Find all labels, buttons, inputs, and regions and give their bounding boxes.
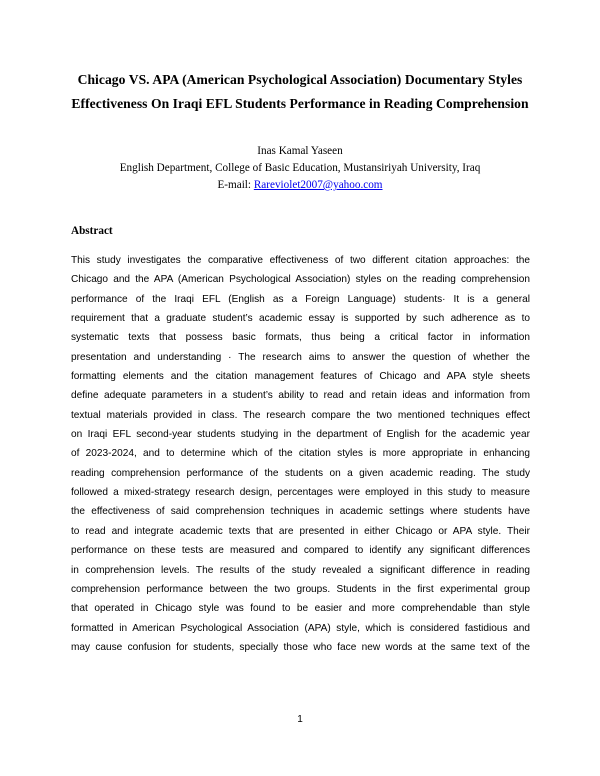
author-name: Inas Kamal Yaseen — [257, 145, 343, 157]
abstract-line: performance on these tests are measured and compared to identify any significant differences — [71, 545, 530, 557]
abstract-line: to read and integrate academic texts that are presented in either Chicago or APA style. Their — [71, 525, 530, 537]
abstract-line: This study investigates the comparative effectiveness of two different citation approaches: the — [71, 255, 530, 266]
page-number: 1 — [297, 714, 303, 725]
abstract-line: the effectiveness of said comprehension techniques in academic settings where students have — [71, 506, 530, 518]
email-label: E-mail: — [217, 179, 254, 191]
abstract-line: requirement that a graduate student’s academic essay is supported by such adherence as to — [71, 313, 530, 325]
title-line-1: Chicago VS. APA (American Psychological Association) Documentary Styles — [77, 72, 523, 87]
author-block — [40, 143, 560, 194]
abstract-body — [71, 251, 530, 657]
abstract-line: of 2023-2024, and to determine which of the citation styles is more appropriate in enhancing — [71, 448, 530, 460]
abstract-line: performance of the Iraqi EFL (English as a Foreign Language) students· It is a general — [71, 293, 530, 305]
abstract-line: in comprehension levels. The results of the study revealed a significant difference in reading — [71, 564, 530, 576]
title-line-2: Effectiveness On Iraqi EFL Students Performance in Reading Comprehension — [71, 96, 529, 111]
abstract-line: formatted in American Psychological Association (APA) style, which is considered fastidious and — [71, 622, 530, 634]
abstract-line: systematic texts that possess basic formats, thus being a critical factor in information — [71, 332, 530, 344]
abstract-heading: Abstract — [71, 225, 113, 237]
email-link[interactable]: Rareviolet2007@yahoo.com — [253, 179, 383, 191]
abstract-line: followed a mixed-strategy research design, percentages were employed in this study to measure — [71, 487, 530, 499]
abstract-line: reading comprehension performance of the students on a given academic reading. The study — [71, 467, 530, 479]
abstract-line: Chicago and the APA (American Psychological Association) styles on the reading comprehension — [71, 274, 530, 286]
author-email-row — [40, 177, 560, 194]
abstract-line: formatting elements and the citation management features of Chicago and APA style sheets — [71, 371, 530, 383]
paper-title — [40, 68, 560, 116]
abstract-line: may cause confusion for students, specially those who face new words at the same text of the — [71, 641, 530, 653]
abstract-line: on Iraqi EFL second-year students studying in the department of English for the academic year — [71, 429, 530, 441]
author-affiliation: English Department, College of Basic Education, Mustansiriyah University, Iraq — [119, 162, 481, 174]
abstract-line: define adequate parameters in a student’s ability to read and retain ideas and information from — [71, 390, 530, 402]
abstract-line: presentation and understanding · The research aims to answer the question of whether the — [71, 351, 530, 363]
abstract-line: that operated in Chicago style was found to be easier and more comprehendable than style — [71, 603, 530, 615]
abstract-line: textual materials provided in class. The research compare the two mentioned techniques effect — [71, 409, 530, 421]
abstract-line: comprehension performance between the two groups. Students in the first experimental group — [71, 583, 530, 595]
